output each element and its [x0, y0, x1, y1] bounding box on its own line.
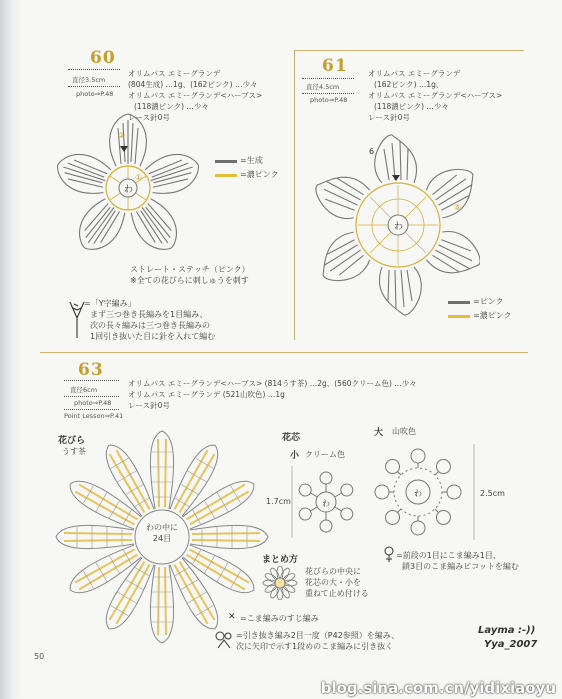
- material-line: レース針0号: [368, 113, 410, 122]
- slip-stitch-note: [236, 630, 399, 652]
- large-core-diagram: [366, 440, 486, 545]
- svg-text:①: ①: [135, 173, 143, 182]
- assembly-flower-icon: [258, 566, 302, 600]
- page-number: 50: [34, 652, 45, 661]
- round-mark: 6: [369, 147, 375, 156]
- pattern-60-rule-2: [68, 86, 120, 87]
- assembly-line: 花びらの中央に: [305, 567, 361, 576]
- pattern-63-rule: [64, 380, 119, 381]
- material-line: (162ピンク) …1g、: [374, 80, 444, 89]
- picot-symbol-icon: [382, 546, 396, 564]
- pattern-60-stitch-note: [130, 264, 250, 286]
- signature-line-2: Yya_2007: [484, 639, 538, 650]
- petal-title: 花びら: [58, 436, 86, 446]
- legend-row: [215, 169, 295, 183]
- legend-swatch: [448, 315, 470, 318]
- slip-stitch-line: =引き抜き編み2目一度（P42参照）を編み、: [236, 631, 400, 640]
- legend-swatch: [215, 160, 237, 163]
- y-stitch-note: [84, 298, 215, 342]
- pattern-61-number: 61: [322, 56, 348, 76]
- pattern-60-number: 60: [90, 48, 116, 68]
- signature-line-1: Layma :-)): [478, 625, 536, 636]
- legend-label: =生成: [240, 156, 263, 165]
- pattern-60-photo: photo⇒P.48: [76, 90, 114, 98]
- material-line: オリムパス エミーグランデ: [368, 69, 461, 78]
- divider-top: [294, 50, 524, 51]
- assembly-line: 花芯の大・小を: [305, 578, 361, 587]
- picot-note: [396, 550, 519, 572]
- assembly-title: まとめ方: [262, 555, 299, 565]
- pattern-63-rule-2: [64, 396, 119, 397]
- slip-stitch-line: 次に矢印で示す1段めのこま編みに引き抜く: [236, 642, 394, 651]
- divider-horizontal: [40, 352, 528, 353]
- pattern-61-photo: photo⇒P.48: [310, 96, 348, 104]
- assembly-text: [305, 566, 369, 599]
- small-core-diagram: [282, 462, 362, 542]
- sc-back-loop-note: =こま編みのすじ編み: [240, 614, 319, 623]
- center-text-line: わの中に: [146, 523, 178, 532]
- small-core-label: 小: [290, 451, 300, 461]
- pattern-63-lesson: Point Lesson⇒P.41: [64, 412, 124, 420]
- y-note-line: =「Y字編み」: [84, 299, 136, 308]
- legend-row: [215, 155, 295, 169]
- pattern-61-rule-2: [302, 93, 354, 94]
- stitch-note-line: ※全ての花びらに刺しゅうを刺す: [130, 276, 249, 285]
- large-core-label: 大: [374, 428, 384, 438]
- material-line: オリムパス エミーグランデ: [128, 69, 221, 78]
- center-text-line: 24目: [152, 534, 172, 543]
- material-line: オリムパス エミーグランデ (521山吹色) …1g: [128, 390, 285, 399]
- small-core-size: 1.7cm: [266, 497, 291, 506]
- stitch-note-line: ストレート・ステッチ（ピンク）: [130, 265, 250, 274]
- pattern-63-materials: [128, 378, 417, 411]
- legend-swatch: [215, 174, 237, 177]
- petal-center-text: [142, 522, 182, 544]
- legend-swatch: [448, 301, 470, 304]
- picot-note-line: =前段の1目にこま編み1目、: [396, 551, 501, 560]
- watermark: blog.sina.com.cn/yidixiaoyu: [320, 679, 556, 697]
- svg-text:わ: わ: [414, 489, 422, 498]
- assembly-line: 重ねて止め付ける: [305, 589, 369, 598]
- y-note-line: まず三つ巻き長編みを1目編み、: [90, 310, 208, 319]
- legend-label: =濃ピンク: [240, 170, 279, 179]
- pattern-63-number: 63: [78, 360, 104, 380]
- pattern-60-rule: [68, 69, 120, 70]
- pattern-60-size: 直径3.5cm: [72, 76, 106, 84]
- svg-text:わ: わ: [124, 185, 134, 195]
- pattern-63-photo: photo⇒P.48: [74, 399, 112, 407]
- sc-back-loop-symbol-icon: ✕: [228, 612, 236, 622]
- pattern-63-size: 直径6cm: [70, 386, 98, 394]
- y-note-line: 次の長々編みは三つ巻き長編みの: [90, 321, 210, 330]
- legend-label: =濃ピンク: [473, 311, 512, 320]
- material-line: オリムパス エミーグランデ<ハーブス>: [128, 91, 263, 100]
- divider-vertical: [294, 50, 295, 340]
- large-core-color: 山吹色: [392, 427, 416, 436]
- petal-color: うす茶: [62, 447, 86, 456]
- svg-text:⑤: ⑤: [454, 203, 462, 212]
- core-title: 花芯: [282, 433, 301, 443]
- material-line: (118濃ピンク) …少々: [374, 102, 449, 111]
- material-line: レース針0号: [128, 401, 170, 410]
- pattern-61-legend: [448, 296, 528, 324]
- material-line: レース針0号: [128, 113, 170, 122]
- pattern-61-rule: [302, 78, 354, 79]
- legend-label: =ピンク: [473, 297, 504, 306]
- material-line: オリムパス エミーグランデ<ハーブス>: [368, 91, 503, 100]
- legend-row: [448, 310, 528, 324]
- small-core-color: クリーム色: [305, 450, 345, 459]
- pattern-61-size: 直径4.5cm: [306, 83, 340, 91]
- svg-text:②: ②: [118, 131, 126, 140]
- pattern-60-legend: [215, 155, 295, 183]
- pattern-61-materials: [368, 68, 502, 123]
- picot-note-line: 鎖3目のこま編みピコットを編む: [402, 562, 519, 571]
- slip-stitch-symbol-icon: [212, 628, 236, 652]
- book-spine: [0, 0, 22, 699]
- material-line: (118濃ピンク) …少々: [134, 102, 209, 111]
- pattern-60-diagram: [40, 110, 240, 280]
- pattern-63-rule-3: [64, 409, 119, 410]
- large-core-size: 2.5cm: [480, 489, 505, 498]
- material-line: (804生成) …1g、(162ピンク) …少々: [128, 80, 258, 89]
- legend-row: [448, 296, 528, 310]
- svg-text:わ: わ: [322, 499, 330, 508]
- y-note-line: 1回引き抜いた目に針を入れて編む: [90, 332, 216, 341]
- svg-text:わ: わ: [394, 222, 404, 232]
- material-line: オリムパス エミーグランデ<ハーブス> (814うす茶) …2g、(560クリーム色) …少々: [128, 379, 417, 388]
